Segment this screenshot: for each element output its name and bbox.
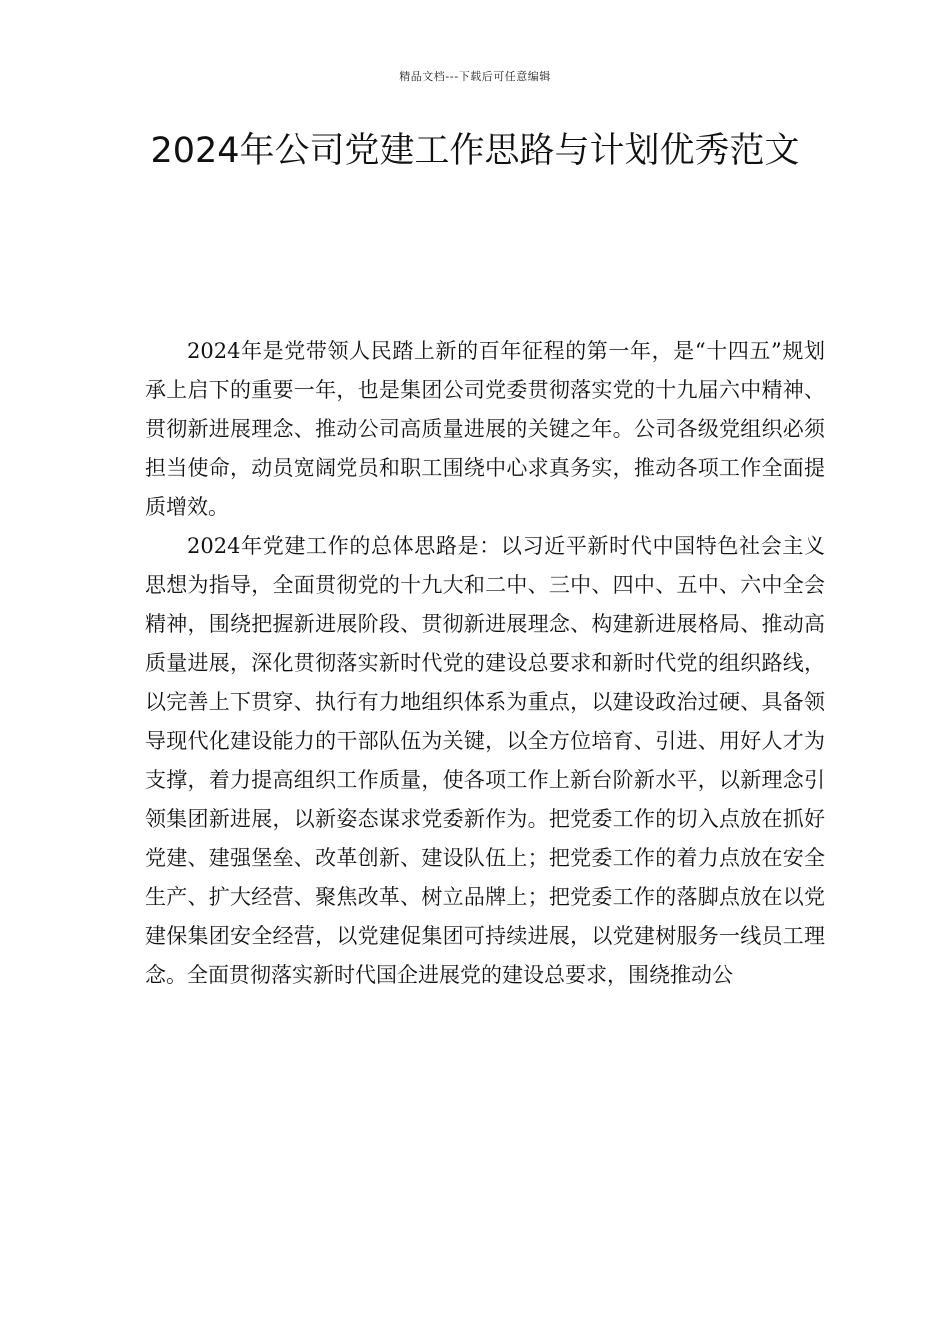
paragraph-2: 2024年党建工作的总体思路是：以习近平新时代中国特色社会主义思想为指导，全面贯彻党的十九大和二中、三中、四中、五中、六中全会精神，围绕把握新进展阶段、贯彻新进展理念、构建新进展格局、推动高质量进展，深化贯彻落实新时代党的建设总要求和新时代党的组织路线，以完善上下贯穿、执行有力地组织体系为重点，以建设政治过硬、具备领导现代化建设能力的干部队伍为关键，以全方位培育、引进、用好人才为支撑，着力提高组织工作质量，使各项工作上新台阶新水平，以新理念引领集团新进展，以新姿态谋求党委新作为。把党委工作的切入点放在抓好党建、建强堡垒、改革创新、建设队伍上；把党委工作的着力点放在安全生产、扩大经营、聚焦改革、树立品牌上；把党委工作的落脚点放在以党建保集团安全经营，以党建促集团可持续进展，以党建树服务一线员工理念。全面贯彻落实新时代国企进展党的建设总要求，围绕推动公 [145,534,825,987]
document-body [145,332,825,995]
document-title: 2024年公司党建工作思路与计划优秀范文 [150,131,800,171]
paragraph-1: 2024年是党带领人民踏上新的百年征程的第一年，是“十四五”规划承上启下的重要一年，也是集团公司党委贯彻落实党的十九届六中精神、贯彻新进展理念、推动公司高质量进展的关键之年。公司各级党组织必须担当使命，动员宽阔党员和职工围绕中心求真务实，推动各项工作全面提质增效。 [145,339,825,519]
header-note: 精品文档---下载后可任意编辑 [399,70,551,83]
